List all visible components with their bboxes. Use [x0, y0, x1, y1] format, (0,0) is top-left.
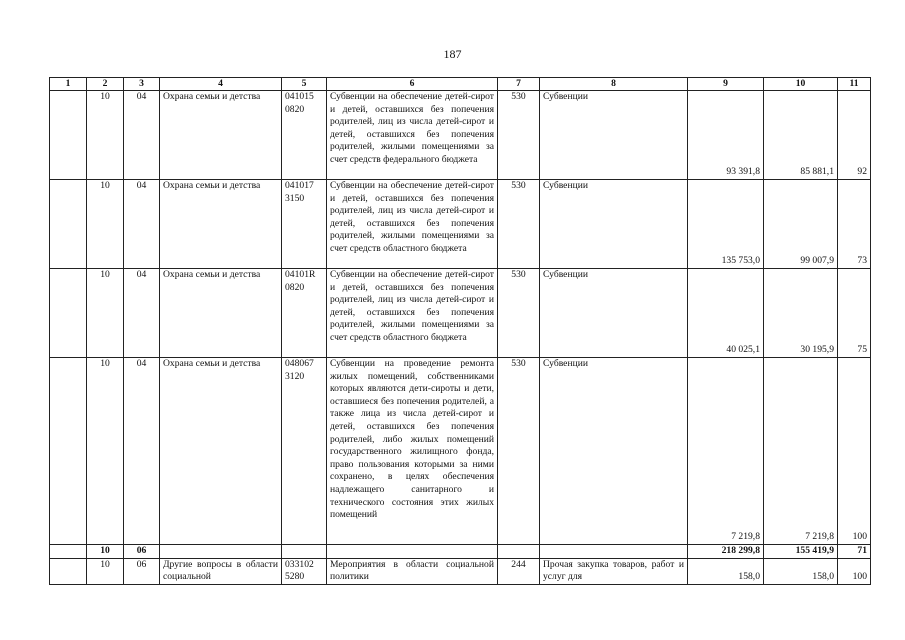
cell-section-name: Охрана семьи и детства [160, 91, 282, 180]
cell-subsection: 04 [124, 358, 160, 545]
cell-section: 10 [87, 269, 124, 358]
cell-expense-type: 244 [498, 558, 540, 584]
cell-percent: 100 [838, 358, 871, 545]
cell-percent: 73 [838, 180, 871, 269]
cell-target-code: 033102 5280 [282, 558, 327, 584]
cell-section-name: Охрана семьи и детства [160, 269, 282, 358]
cell-expense-type: 530 [498, 180, 540, 269]
cell-section-name: Охрана семьи и детства [160, 180, 282, 269]
table-row [50, 269, 871, 358]
cell-planned: 7 219,8 [688, 358, 764, 545]
cell-percent-total: 71 [838, 545, 871, 559]
cell-planned: 93 391,8 [688, 91, 764, 180]
table-row [50, 558, 871, 584]
header-cell: 10 [764, 78, 838, 91]
cell-executed: 85 881,1 [764, 91, 838, 180]
table-row [50, 91, 871, 180]
cell-col1 [50, 545, 87, 559]
cell-target-name: Субвенции на обеспечение детей-сирот и детей, оставшихся без попечения родителей, лиц из числа детей-сирот и детей, оставшихся без попечения родителей, жилыми помещениями за счет средств областного бюджета [327, 269, 498, 358]
page-number: 187 [443, 47, 462, 61]
cell-empty [327, 545, 498, 559]
table-row [50, 180, 871, 269]
table-row [50, 358, 871, 545]
cell-executed-total: 155 419,9 [764, 545, 838, 559]
header-cell: 1 [50, 78, 87, 91]
cell-expense-name: Субвенции [540, 269, 688, 358]
cell-section-name: Другие вопросы в области социальной [160, 558, 282, 584]
cell-col1 [50, 91, 87, 180]
subtotal-row [50, 545, 871, 559]
cell-empty [540, 545, 688, 559]
cell-target-name: Мероприятия в области социальной политики [327, 558, 498, 584]
cell-target-code: 04101R 0820 [282, 269, 327, 358]
header-cell: 6 [327, 78, 498, 91]
cell-expense-type: 530 [498, 358, 540, 545]
cell-subsection: 04 [124, 180, 160, 269]
cell-planned: 158,0 [688, 558, 764, 584]
cell-target-name: Субвенции на обеспечение детей-сирот и детей, оставшихся без попечения родителей, лиц из числа детей-сирот и детей, оставшихся без попечения родителей, жилыми помещениями за счет средств федерального бюджета [327, 91, 498, 180]
cell-target-name: Субвенции на проведение ремонта жилых помещений, собственниками которых являются дети-сироты и дети, оставшиеся без попечения родителей, а также лица из числа детей-сирот и детей, оставшихся без попечения родителей, либо жилых помещений государственного жилищного фонда, право пользования которыми за ними сохранено, в целях обеспечения надлежащего санитарного и технического состояния этих жилых помещений [327, 358, 498, 545]
cell-subsection: 06 [124, 545, 160, 559]
cell-expense-name: Субвенции [540, 358, 688, 545]
cell-executed: 99 007,9 [764, 180, 838, 269]
cell-target-code: 048067 3120 [282, 358, 327, 545]
cell-col1 [50, 358, 87, 545]
cell-section: 10 [87, 558, 124, 584]
header-cell: 5 [282, 78, 327, 91]
cell-subsection: 04 [124, 269, 160, 358]
cell-planned-total: 218 299,8 [688, 545, 764, 559]
header-cell: 2 [87, 78, 124, 91]
header-cell: 7 [498, 78, 540, 91]
header-cell: 9 [688, 78, 764, 91]
cell-expense-name: Субвенции [540, 91, 688, 180]
cell-empty [498, 545, 540, 559]
cell-subsection: 04 [124, 91, 160, 180]
header-cell: 11 [838, 78, 871, 91]
cell-expense-type: 530 [498, 91, 540, 180]
cell-executed: 158,0 [764, 558, 838, 584]
cell-section-name: Охрана семьи и детства [160, 358, 282, 545]
cell-target-code: 041017 3150 [282, 180, 327, 269]
cell-planned: 135 753,0 [688, 180, 764, 269]
cell-expense-name: Субвенции [540, 180, 688, 269]
header-cell: 4 [160, 78, 282, 91]
cell-section: 10 [87, 545, 124, 559]
cell-empty [282, 545, 327, 559]
cell-section: 10 [87, 358, 124, 545]
header-row [50, 78, 871, 91]
budget-table [49, 77, 871, 585]
cell-executed: 7 219,8 [764, 358, 838, 545]
cell-executed: 30 195,9 [764, 269, 838, 358]
cell-planned: 40 025,1 [688, 269, 764, 358]
cell-expense-name: Прочая закупка товаров, работ и услуг для [540, 558, 688, 584]
cell-col1 [50, 180, 87, 269]
cell-empty [160, 545, 282, 559]
cell-section: 10 [87, 91, 124, 180]
cell-percent: 75 [838, 269, 871, 358]
cell-target-code: 041015 0820 [282, 91, 327, 180]
header-cell: 3 [124, 78, 160, 91]
header-cell: 8 [540, 78, 688, 91]
cell-col1 [50, 269, 87, 358]
cell-expense-type: 530 [498, 269, 540, 358]
cell-col1 [50, 558, 87, 584]
cell-target-name: Субвенции на обеспечение детей-сирот и детей, оставшихся без попечения родителей, лиц из числа детей-сирот и детей, оставшихся без попечения родителей, жилыми помещениями за счет средств областного бюджета [327, 180, 498, 269]
cell-percent: 100 [838, 558, 871, 584]
cell-percent: 92 [838, 91, 871, 180]
cell-subsection: 06 [124, 558, 160, 584]
cell-section: 10 [87, 180, 124, 269]
